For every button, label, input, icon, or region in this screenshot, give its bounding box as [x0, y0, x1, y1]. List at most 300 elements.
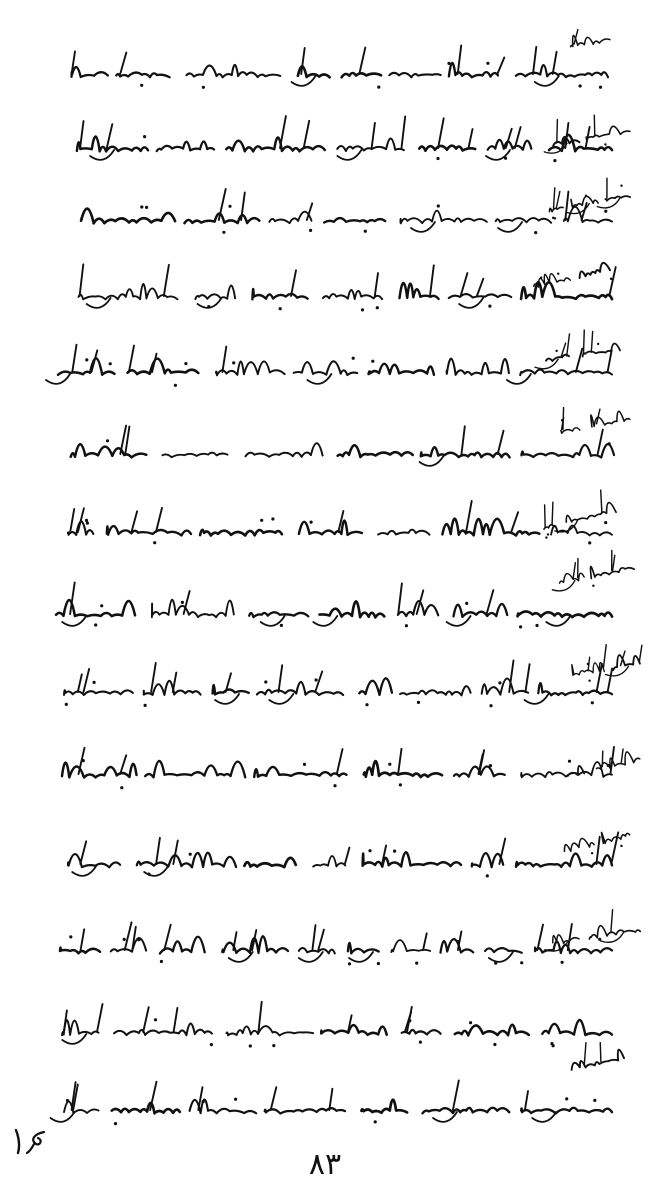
text-line-6-dot — [608, 442, 611, 445]
text-line-1-dot — [486, 62, 489, 65]
text-line-13-dot — [493, 1043, 496, 1046]
text-line-5-dot — [85, 358, 88, 361]
text-line-13-word — [321, 1025, 387, 1035]
text-line-2-ascender — [280, 116, 286, 148]
text-line-6-word — [421, 447, 510, 457]
marginal-note-6 — [557, 397, 630, 434]
marginal-note-2-ascender — [553, 120, 562, 143]
text-line-12-dot — [160, 960, 163, 963]
text-line-8-descender — [313, 616, 337, 626]
text-line-10-dot — [489, 764, 492, 767]
text-line-2-dot — [436, 157, 439, 160]
text-line-7-ascender — [466, 501, 472, 532]
text-line-9-ascender — [279, 665, 283, 692]
text-line-3-word — [496, 218, 552, 223]
text-line-2-ascender — [402, 116, 406, 148]
text-line-7-dot — [153, 541, 156, 544]
text-line-7-dot — [260, 519, 263, 522]
text-line-10-dot — [82, 759, 85, 762]
text-line-1-dot — [377, 86, 380, 89]
marginal-note-7 — [538, 488, 619, 539]
text-line-4-ascender — [430, 265, 434, 296]
text-line-13-ascender — [143, 1007, 149, 1032]
text-line-12-ascender — [81, 929, 85, 950]
marginal-note-3-word — [571, 194, 598, 207]
text-line-11-ascender — [80, 841, 86, 864]
text-line-13-dot — [419, 1041, 422, 1044]
text-line-12-dot — [415, 962, 418, 965]
text-line-13-ascender — [97, 1004, 103, 1032]
text-line-5-word — [216, 361, 285, 375]
text-line-2-ascender — [469, 129, 473, 148]
text-line-8-ascender — [487, 590, 494, 614]
text-line-8-dot — [280, 624, 283, 627]
text-line-14-dot — [66, 1099, 69, 1102]
text-line-6-ascender — [462, 426, 465, 454]
marginal-note-13 — [566, 1035, 624, 1072]
text-line-3-ascender — [565, 192, 568, 220]
text-line-14-dot — [374, 1120, 377, 1123]
text-line-14-word — [521, 1108, 612, 1114]
text-line-5-ascender — [608, 350, 612, 372]
text-line-11-word — [244, 858, 295, 867]
marginal-note-5 — [531, 325, 621, 370]
text-line-13-dot — [249, 1044, 252, 1047]
text-line-8-descender — [447, 616, 471, 626]
text-line-6-word — [71, 444, 147, 457]
text-line-7-word — [551, 526, 612, 536]
text-line-12-dot — [69, 935, 72, 938]
marginal-note-8-word — [558, 570, 585, 584]
text-line-12-ascender — [125, 922, 132, 950]
marginal-note-2-descender — [543, 143, 568, 154]
text-line-4-word — [323, 290, 382, 299]
text-line-12-dot — [561, 961, 564, 964]
text-line-14-descender — [51, 1112, 75, 1122]
text-line-4-word — [449, 294, 511, 298]
text-line-10-dot — [120, 786, 123, 789]
text-line-2-word — [77, 137, 148, 152]
marginal-note-3-dot — [620, 184, 623, 187]
marginal-note-1 — [568, 24, 610, 48]
text-line-11-ascender — [345, 848, 350, 864]
text-line-8-word — [152, 600, 234, 618]
text-line-3-dot — [437, 204, 440, 207]
text-line-13-dot — [469, 1021, 472, 1024]
text-line-14-ascender — [329, 1089, 332, 1110]
text-line-12-dot — [377, 962, 380, 965]
text-line-13-word — [62, 1020, 99, 1035]
text-line-4-dot — [207, 305, 210, 308]
marginal-note-13-ascender — [597, 1043, 605, 1062]
text-line-8-word — [518, 611, 612, 617]
text-line-13-dot — [210, 1043, 213, 1046]
text-line-3-dot — [140, 205, 143, 208]
text-line-2-ascender — [438, 118, 444, 148]
text-line-5-dot — [109, 362, 112, 365]
marginal-note-7-ascender — [540, 505, 549, 527]
text-line-9-word — [538, 683, 612, 695]
text-line-5-dot — [184, 362, 187, 365]
text-line-7-word — [200, 530, 282, 536]
text-line-11-ascender — [596, 837, 599, 864]
text-line-7-dot — [310, 521, 313, 524]
text-line-3-word — [81, 209, 175, 224]
text-line-1-descender — [292, 76, 316, 86]
text-line-2-word — [157, 142, 214, 152]
text-line-1-dot — [579, 84, 582, 87]
text-line-12-dot — [348, 962, 351, 965]
text-line-3-dot — [309, 229, 312, 232]
text-line-2-word — [419, 146, 475, 151]
text-line-9-word — [64, 690, 133, 695]
text-line-4-ascender — [375, 273, 378, 296]
text-line-10-dot — [399, 783, 402, 786]
text-line-4-ascender — [461, 273, 468, 296]
text-line-10-ascender — [398, 749, 401, 774]
text-line-11-ascender — [173, 841, 178, 865]
text-line-9-dot — [365, 703, 368, 706]
text-line-9-dot — [417, 701, 420, 704]
text-line-3-dot — [364, 230, 367, 233]
text-line-7-word — [442, 519, 539, 536]
marginal-note-2-word — [585, 124, 630, 141]
text-line-13-dot — [408, 1019, 411, 1022]
marginal-note-2-ascender — [591, 115, 598, 136]
text-line-13-word — [227, 1026, 314, 1035]
marginal-note-8-ascender — [610, 555, 618, 570]
text-line-7-dot — [588, 541, 591, 544]
text-line-8-descender — [546, 616, 570, 626]
text-line-11-dot — [486, 874, 489, 877]
text-line-9-ascender — [525, 664, 529, 692]
text-line-5-ascender — [222, 347, 226, 372]
text-line-12-word — [535, 942, 612, 954]
marginal-note-12-word — [588, 920, 641, 940]
marginal-note-8 — [547, 547, 636, 596]
text-line-4-ascender — [609, 267, 615, 296]
text-line-11-word — [472, 853, 503, 867]
marginal-note-7-word — [564, 502, 616, 524]
text-line-6-descender — [420, 456, 444, 466]
marginal-note-9-word — [611, 652, 640, 670]
text-line-12-descender — [299, 952, 323, 962]
text-line-2-word — [226, 137, 324, 151]
text-line-12-descender — [489, 952, 513, 962]
text-line-11-dot — [147, 873, 150, 876]
text-line-6-word — [246, 443, 323, 457]
text-line-9-dot — [315, 678, 318, 681]
text-line-9-ascender — [78, 674, 82, 692]
text-line-1-dot — [599, 86, 602, 89]
text-line-8-dot — [94, 623, 97, 626]
text-line-4-word — [252, 289, 307, 299]
marginal-note-10-word — [566, 765, 584, 777]
text-line-1-ascender — [120, 53, 126, 74]
text-line-5-word — [369, 364, 434, 375]
text-line-7-word — [378, 530, 429, 535]
text-line-12-dot — [254, 939, 257, 942]
text-line-11-word — [363, 852, 461, 866]
marginal-note-5-dot — [555, 350, 558, 353]
marginal-note-4-dot — [557, 272, 560, 275]
marginal-note-9-ascender — [618, 651, 627, 665]
text-line-10-word — [62, 763, 137, 778]
text-line-3-word — [564, 207, 612, 223]
text-line-11-word — [313, 856, 345, 867]
text-line-7-dot — [604, 521, 607, 524]
marginal-note-5-ascender — [588, 331, 595, 352]
text-line-13-word — [114, 1024, 212, 1036]
text-line-8-dot — [519, 625, 522, 628]
text-line-14-dot — [593, 1099, 596, 1102]
marginal-note-11-dot — [620, 844, 623, 847]
text-line-4-word — [400, 283, 439, 299]
text-line-3-word — [324, 218, 385, 222]
text-line-6-word — [338, 445, 413, 457]
text-line-8-dot — [465, 602, 468, 605]
text-line-1-ascender — [359, 48, 365, 74]
text-line-10-word — [145, 761, 245, 777]
text-line-14-word — [423, 1108, 510, 1114]
text-line-5-ascender — [72, 345, 76, 372]
text-line-7-ascender — [132, 511, 138, 532]
marginal-note-6-word — [590, 408, 630, 427]
text-line-14-ascender — [453, 1080, 459, 1110]
text-line-10-dot — [388, 763, 391, 766]
text-line-14-descender — [532, 1112, 556, 1122]
text-line-6-dot — [106, 439, 109, 442]
text-line-4-dot — [488, 305, 491, 308]
text-line-7-word — [299, 521, 362, 535]
marginal-note-9 — [569, 639, 646, 684]
marginal-note-5-dot — [597, 343, 600, 346]
text-line-10-dot — [568, 760, 571, 763]
text-line-11-dot — [189, 853, 192, 856]
text-line-5-word — [447, 359, 509, 375]
text-line-5-word — [520, 370, 612, 375]
text-line-5-dot — [352, 357, 355, 360]
text-line-13-word — [455, 1025, 529, 1036]
text-line-1-word — [116, 73, 169, 78]
marginal-note-5-word — [581, 343, 620, 357]
text-line-4-dot — [361, 308, 364, 311]
text-line-8-dot — [100, 604, 103, 607]
text-line-10-word — [254, 767, 346, 777]
text-line-11-dot — [368, 849, 371, 852]
text-line-12-ascender — [537, 925, 543, 950]
text-line-11-descender — [72, 866, 96, 876]
text-line-12-dot — [123, 938, 126, 941]
marginal-note-12-ascender — [607, 910, 616, 933]
text-line-3-word — [269, 212, 311, 224]
text-line-2-word — [549, 135, 612, 151]
text-line-13-dot — [154, 1018, 157, 1021]
text-line-3-dot — [228, 205, 231, 208]
text-line-1-ascender — [458, 46, 462, 75]
text-line-3-dot — [145, 206, 148, 209]
text-line-3-word — [185, 213, 260, 223]
marginal-note-3 — [545, 175, 631, 221]
text-line-13-word — [542, 1020, 612, 1035]
text-line-10-word — [364, 761, 442, 777]
text-line-4-descender — [87, 298, 111, 308]
text-line-9-dot — [264, 680, 267, 683]
text-line-2-ascender — [304, 121, 310, 148]
text-line-9-descender — [525, 694, 549, 704]
text-line-5-ascender — [576, 349, 582, 372]
text-line-4-dot — [376, 306, 379, 309]
text-line-12-ascender — [423, 933, 427, 950]
marginal-note-6-ascender — [559, 408, 567, 430]
text-line-9-word — [257, 682, 343, 695]
text-line-14-word — [64, 1101, 99, 1113]
text-line-13-descender — [62, 1034, 86, 1044]
text-line-9-dot — [93, 681, 96, 684]
marginal-note-7-ascender — [547, 502, 558, 525]
marginal-note-4-word — [578, 262, 611, 278]
text-line-3-dot — [222, 231, 225, 234]
text-line-8-word — [56, 600, 135, 616]
text-line-7-ascender — [156, 508, 162, 532]
text-line-12-ascender — [164, 925, 170, 950]
text-line-14-word — [265, 1108, 345, 1113]
text-line-13-dot — [552, 1044, 555, 1047]
text-line-14-dot — [565, 1097, 568, 1100]
text-line-2-descender — [337, 150, 361, 160]
marginal-note-8-dot — [592, 584, 595, 587]
text-line-12-dot — [456, 940, 459, 943]
text-line-1-word — [449, 63, 498, 77]
text-line-4-ascender — [164, 265, 169, 296]
text-line-10-dot — [303, 763, 306, 766]
text-line-7-dot — [85, 519, 88, 522]
text-line-12-word — [111, 938, 146, 952]
marginal-note-9-dot — [588, 679, 591, 682]
text-line-8-dot — [181, 601, 184, 604]
text-line-9-ascender — [315, 672, 322, 693]
text-line-7-word — [107, 526, 191, 535]
text-line-1-word — [72, 67, 108, 77]
text-line-2-dot — [143, 135, 146, 138]
text-line-1-descender — [535, 76, 559, 86]
text-line-8-word — [249, 612, 308, 617]
text-line-1-ascender — [533, 47, 536, 74]
marginal-note-2-dot — [604, 143, 607, 146]
text-line-9-word — [359, 678, 392, 695]
text-line-4-ascender — [291, 270, 296, 296]
text-line-10-ascender — [120, 755, 126, 774]
text-line-14-word — [361, 1100, 407, 1113]
text-line-5-word — [294, 361, 358, 375]
text-line-2-dot — [553, 159, 556, 162]
text-line-1-ascender — [497, 58, 504, 75]
text-line-13-ascender — [174, 1008, 178, 1032]
text-line-9-ascender — [608, 669, 613, 693]
text-line-8-descender — [62, 616, 86, 626]
text-line-11-ascender — [156, 838, 160, 864]
text-line-5-dot — [371, 360, 374, 363]
text-line-1-dot — [202, 86, 205, 89]
marginal-note-7-dot — [547, 533, 550, 536]
text-line-1-dot — [140, 84, 143, 87]
text-line-2-descender — [90, 150, 114, 160]
page-number: ٨٣ — [308, 1147, 342, 1182]
marginal-note-11-dot — [591, 852, 594, 855]
marginal-note-3-ascender — [603, 178, 610, 198]
text-line-5-dot — [232, 361, 235, 364]
text-line-9-dot — [144, 704, 147, 707]
text-line-9-ascender — [84, 669, 90, 692]
text-line-8-dot — [535, 624, 538, 627]
text-line-7-ascender — [70, 509, 74, 532]
text-line-4-word — [195, 285, 235, 299]
text-line-9-ascender — [173, 673, 177, 692]
text-line-9-dot — [591, 701, 594, 704]
text-line-12-word — [485, 948, 522, 953]
text-line-7-ascender — [78, 508, 84, 532]
marginal-note-7-dot — [545, 536, 548, 539]
text-line-1-ascender — [553, 52, 557, 74]
text-line-2-ascender — [107, 124, 113, 148]
text-line-9-dot — [489, 704, 492, 707]
text-line-12-dot — [137, 938, 140, 941]
text-line-8-word — [320, 601, 385, 617]
text-line-12-ascender — [312, 925, 315, 950]
text-line-6-ascender — [498, 431, 504, 454]
text-line-11-word — [137, 853, 236, 868]
text-line-9-word — [482, 678, 529, 694]
text-line-2-word — [488, 140, 532, 150]
text-line-10-dot — [333, 784, 336, 787]
text-line-7-dot — [271, 517, 274, 520]
marginal-note-11-word — [563, 836, 595, 853]
text-line-5-descender — [507, 374, 531, 384]
text-line-8-ascender — [398, 583, 402, 614]
text-line-4-word — [79, 284, 178, 299]
text-line-12-descender — [349, 952, 373, 962]
text-line-8-word — [454, 604, 508, 617]
text-line-5-dot — [174, 384, 177, 387]
text-line-2-ascender — [80, 121, 83, 148]
text-line-9-descender — [215, 694, 239, 704]
text-line-14-dot — [114, 1122, 117, 1125]
text-line-4-ascender — [477, 279, 483, 296]
text-line-7-ascender — [511, 512, 518, 532]
text-line-5-word — [128, 359, 199, 374]
text-line-4-ascender — [80, 264, 84, 296]
text-line-11-dot — [393, 850, 396, 853]
text-line-2-ascender — [372, 123, 375, 148]
text-line-9-dot — [65, 703, 68, 706]
text-line-4-descender — [459, 298, 483, 308]
text-line-3-word — [400, 211, 487, 224]
text-line-12-word — [348, 943, 379, 953]
text-line-4-dot — [279, 307, 282, 310]
text-line-9-dot — [498, 681, 501, 684]
text-line-6-ascender — [598, 430, 603, 454]
text-line-9-word — [213, 685, 249, 694]
text-line-1-word — [187, 65, 281, 78]
text-line-1-dot — [447, 62, 450, 65]
text-line-12-word — [299, 948, 335, 953]
text-line-12-ascender — [568, 924, 572, 950]
marginal-note-10-word — [594, 749, 640, 771]
text-line-2-dot — [504, 157, 507, 160]
marginal-note-7-ascender — [597, 490, 606, 513]
text-line-14-ascender — [271, 1087, 277, 1110]
text-line-3-descender — [498, 222, 522, 232]
